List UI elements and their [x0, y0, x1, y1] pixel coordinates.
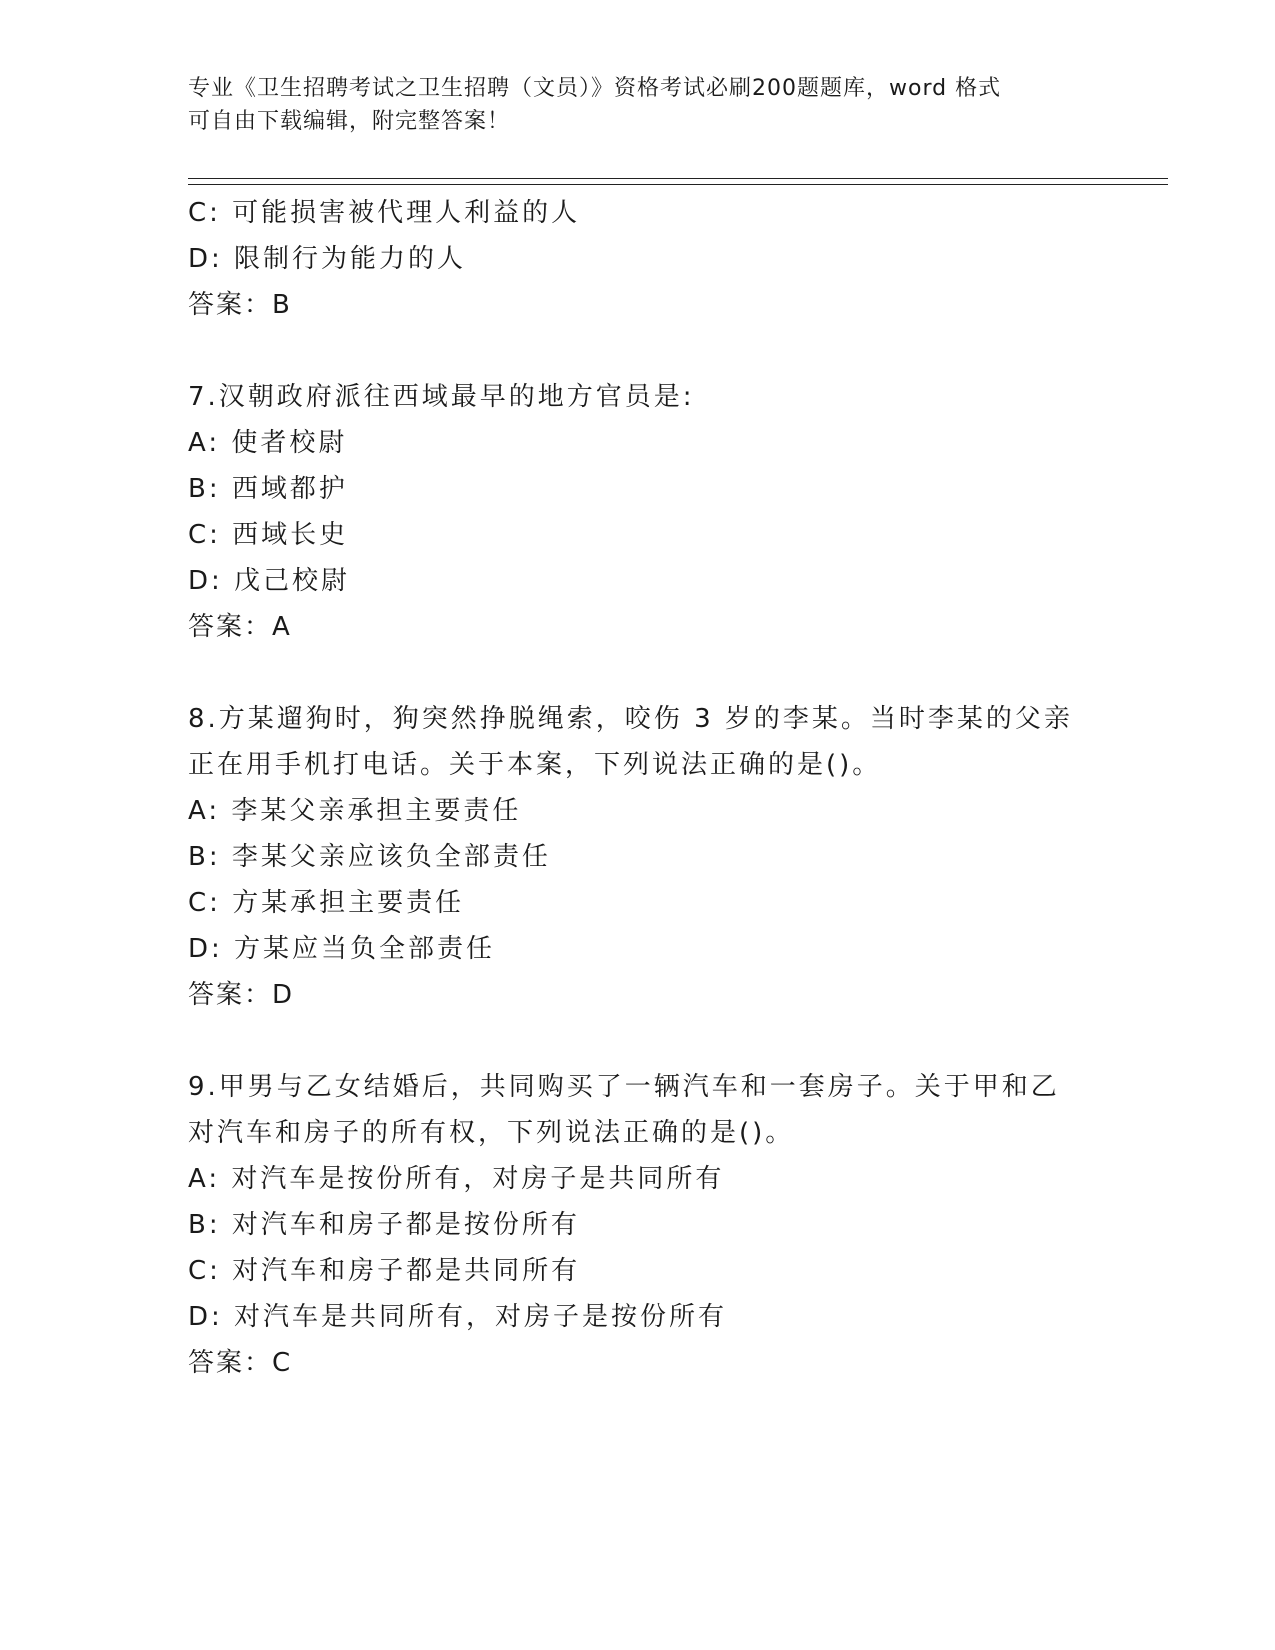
option-d: D: 方某应当负全部责任	[188, 934, 496, 964]
answer-label: 答案：B	[188, 290, 292, 320]
header-line-2: 可自由下载编辑，附完整答案！	[188, 109, 511, 134]
answer-label: 答案：C	[188, 1348, 293, 1378]
question-text-line-2: 对汽车和房子的所有权，下列说法正确的是()。	[188, 1118, 795, 1148]
option-c: C: 方某承担主要责任	[188, 888, 465, 918]
question-9	[188, 1064, 1088, 1386]
option-d: D: 限制行为能力的人	[188, 244, 467, 274]
answer-label: 答案：D	[188, 980, 295, 1010]
option-c: C: 西域长史	[188, 520, 349, 550]
question-text-line-1: 9.甲男与乙女结婚后，共同购买了一辆汽车和一套房子。关于甲和乙	[188, 1072, 1060, 1102]
header-line-1: 专业《卫生招聘考试之卫生招聘（文员）》资格考试必刷200题题库，word 格式	[188, 76, 1002, 101]
header-divider-top	[188, 178, 1168, 179]
question-6-tail	[188, 190, 1088, 328]
spacer	[188, 1018, 1088, 1064]
spacer	[188, 650, 1088, 696]
option-a: A: 对汽车是按份所有，对房子是共同所有	[188, 1164, 725, 1194]
answer-label: 答案：A	[188, 612, 292, 642]
option-b: B: 李某父亲应该负全部责任	[188, 842, 551, 872]
question-list	[188, 190, 1088, 1386]
option-c: C: 可能损害被代理人利益的人	[188, 198, 581, 228]
option-a: A: 李某父亲承担主要责任	[188, 796, 522, 826]
question-text-line-1: 8.方某遛狗时，狗突然挣脱绳索，咬伤 3 岁的李某。当时李某的父亲	[188, 704, 1073, 734]
document-header	[188, 72, 1088, 138]
option-b: B: 西域都护	[188, 474, 348, 504]
option-b: B: 对汽车和房子都是按份所有	[188, 1210, 580, 1240]
question-7	[188, 374, 1088, 650]
spacer	[188, 328, 1088, 374]
question-8	[188, 696, 1088, 1018]
option-c: C: 对汽车和房子都是共同所有	[188, 1256, 581, 1286]
header-divider-bottom	[188, 184, 1168, 185]
option-a: A: 使者校尉	[188, 428, 348, 458]
question-text-line-2: 正在用手机打电话。关于本案，下列说法正确的是()。	[188, 750, 882, 780]
question-text: 7.汉朝政府派往西域最早的地方官员是:	[188, 382, 695, 412]
option-d: D: 戊己校尉	[188, 566, 351, 596]
option-d: D: 对汽车是共同所有，对房子是按份所有	[188, 1302, 728, 1332]
